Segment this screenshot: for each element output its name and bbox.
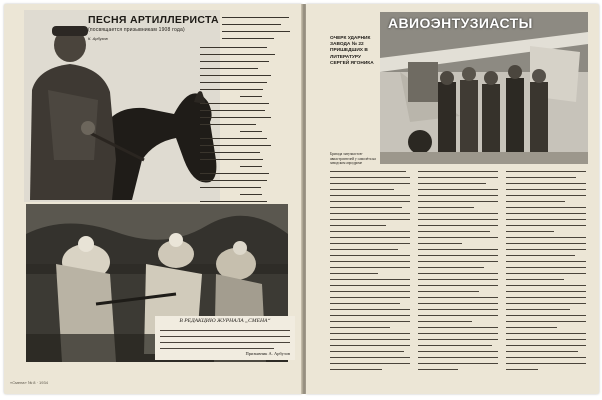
article-column-3 <box>506 168 586 372</box>
poem-subtitle: (посвящается призывникам 1908 года) <box>88 27 185 33</box>
article-title: АВИОЭНТУЗИАСТЫ <box>388 15 533 31</box>
poem-stanza <box>222 14 296 39</box>
photo-caption: Бригада энтузиастов-авиастроителей у самолёта на заводском аэродроме <box>330 152 376 165</box>
poem-verses <box>222 14 296 42</box>
article-column-1 <box>330 168 410 372</box>
caption-text <box>160 327 290 349</box>
caption-title: В РЕДАКЦИЮ ЖУРНАЛА „СМЕНА“ <box>179 318 271 324</box>
poem-verses-main <box>200 44 296 219</box>
photo-soldier-with-horse <box>24 10 220 202</box>
poem-author: К. Арбузов <box>88 36 108 41</box>
letter-to-editor-caption <box>155 316 295 360</box>
article-deck: ОЧЕРК УДАРНИК ЗАВОДА № 22 ПРИШЕДШИХ В ЛИТЕРАТУРУ СЕРГЕЙ ЯГОНИКА <box>330 36 374 66</box>
page-footer: «Смена» № 8 · 1934 <box>10 380 48 385</box>
caption-signature: Призывник А. Арбузов <box>245 351 290 357</box>
photo-aviation-enthusiasts <box>380 12 588 164</box>
article-column-2 <box>418 168 498 372</box>
poem-title: ПЕСНЯ АРТИЛЛЕРИСТА <box>88 14 219 26</box>
